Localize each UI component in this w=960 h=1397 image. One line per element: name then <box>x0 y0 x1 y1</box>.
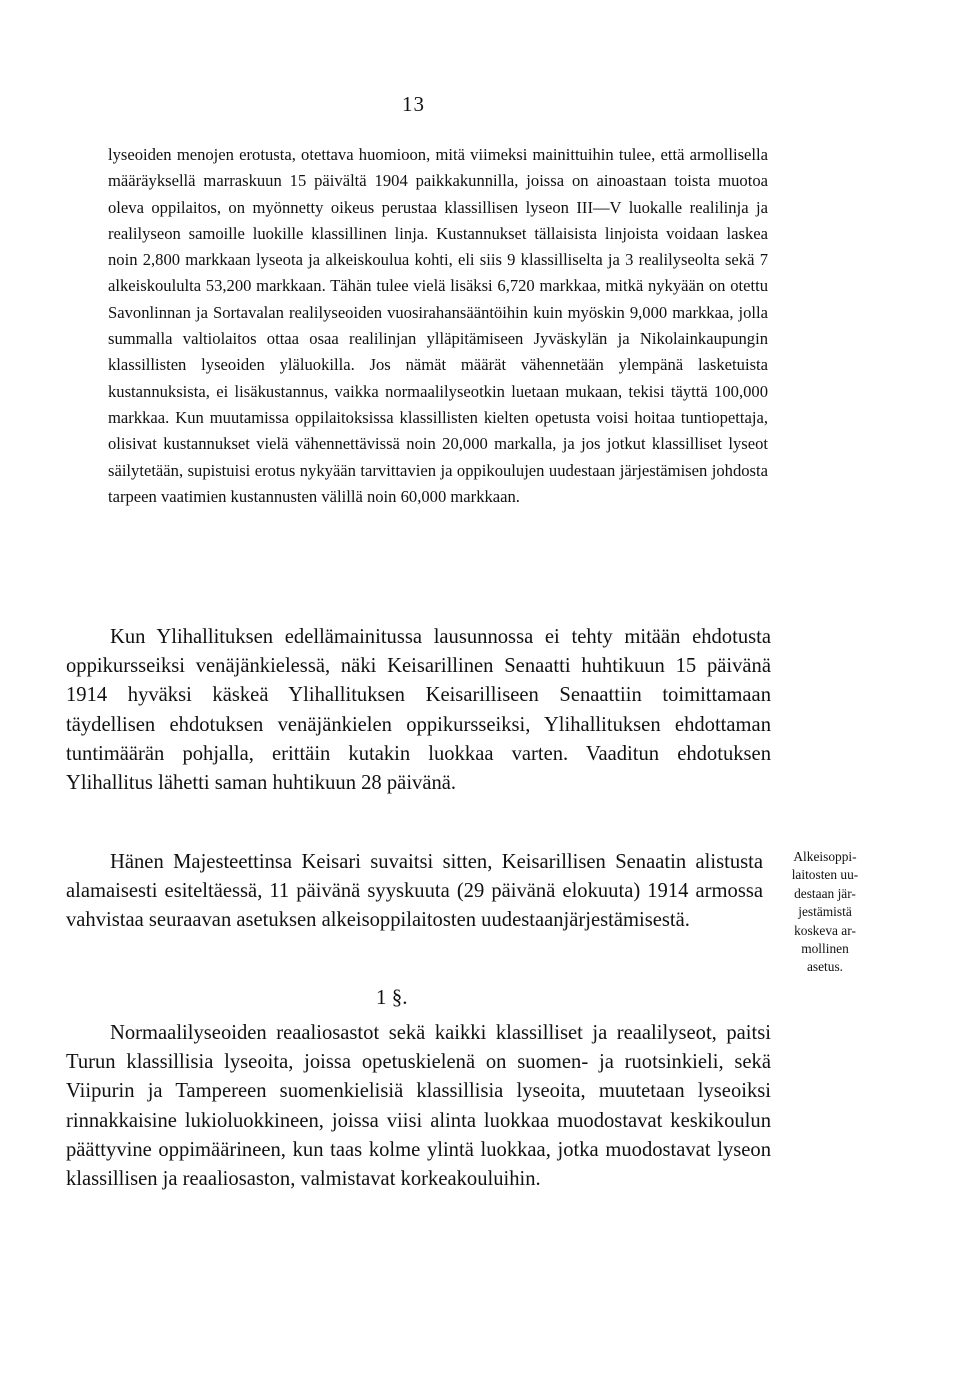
section-heading: 1 §. <box>376 985 408 1009</box>
paragraph-lyseo-costs: lyseoiden menojen erotusta, otettava huomioon, mitä viimeksi mainittuihin tulee, että armollisella määräyksellä marraskuun 15 päivältä 1904 paikkakunnilla, joissa on ainoastaan toista muotoa oleva oppilaitos, on myönnetty oikeus perustaa klassillisen lyseon III—V luokalle realilinja ja realilyseon samoille luokille klassillinen linja. Kustannukset tällaisista linjoista voidaan laskea noin 2,800 markkaan lyseota ja alkeiskoulua kohti, eli siis 9 klassilliselta ja 3 realilyseolta sekä 7 alkeiskoululta 53,200 markkaan. Tähän tulee vielä lisäksi 6,720 markkaa, mitkä nykyään on otettu Savonlinnan ja Sortavalan realilyseoiden vuosirahansääntöihin kuin myöskin 9,000 markkaa, jolla summalla valtiolaitos ottaa osaa realilinjan ylläpitämiseen Jyväskylän ja Nikolainkaupungin klassillisten lyseoiden yläluokilla. Jos nämät määrät vähennetään ylempänä lasketuista kustannuksista, ei lisäkustannus, vaikka normaalilyseotkin luetaan mukaan, tekisi täyttä 100,000 markkaa. Kun muutamissa oppilaitoksissa klassillisten kielten opetusta voisi hoitaa tuntiopettaja, olisivat kustannukset vielä vähennettävissä noin 20,000 markalla, ja jos jotkut klassilliset lyseot säilytetään, supistuisi erotus nykyään tarvittavien ja oppikoulujen uudestaan järjestämisen johdosta tarpeen vaatimien kustannusten välillä noin 60,000 markkaan. <box>108 145 768 506</box>
margin-note-line: asetus. <box>806 959 844 975</box>
paragraph-imperial-decree: Hänen Majesteettinsa Keisari suvaitsi sitten, Keisarillisen Senaatin alistusta alamaisesti esiteltäessä, 11 päivänä syyskuuta (29 päivänä elokuuta) 1914 armossa vahvistaa seuraavan asetuksen alkeisoppilaitosten uudestaanjärjestämisestä. <box>66 851 763 932</box>
margin-note-line: jestämistä <box>798 904 852 920</box>
paragraph-section-1: Normaalilyseoiden reaaliosastot sekä kaikki klassilliset ja reaalilyseot, paitsi Turun klassillisia lyseoita, joissa opetuskielenä on suomen- ja ruotsinkieli, sekä Viipurin ja Tampereen suomenkielisiä klassillisia lyseoita, muutetaan lyseoiksi rinnakkaisine lukioluokkineen, joissa viisi alinta luokkaa muodostavat keskikoulun päättyvine oppimäärineen, kun taas kolme ylintä luokkaa, jotka muodostavat lyseon klassillisen ja reaaliosaston, valmistavat korkeakouluihin. <box>66 1022 771 1191</box>
margin-note-line: laitosten uu- <box>791 867 859 883</box>
paragraph-russian-courses: Kun Ylihallituksen edellämainitussa lausunnossa ei tehty mitään ehdotusta oppikursseiksi venäjänkielessä, näki Keisarillinen Senaatti huhtikuun 15 päivänä 1914 hyväksi käskeä Ylihallituksen Keisarilliseen Senaattiin toimittamaan täydellisen ehdotuksen venäjänkielen oppikursseiksi, Ylihallituksen ehdottaman tuntimäärän pohjalla, erittäin kutakin luokkaa varten. Vaaditun ehdotuksen Ylihallitus lähetti saman huhtikuun 28 päivänä. <box>66 626 771 795</box>
margin-note-line: Alkeisoppi- <box>793 849 857 864</box>
margin-note-line: koskeva ar- <box>794 922 856 938</box>
margin-note <box>775 848 875 977</box>
page-number: 13 <box>402 92 425 116</box>
margin-note-line: mollinen <box>801 941 849 957</box>
margin-note-line: destaan jär- <box>794 885 856 901</box>
